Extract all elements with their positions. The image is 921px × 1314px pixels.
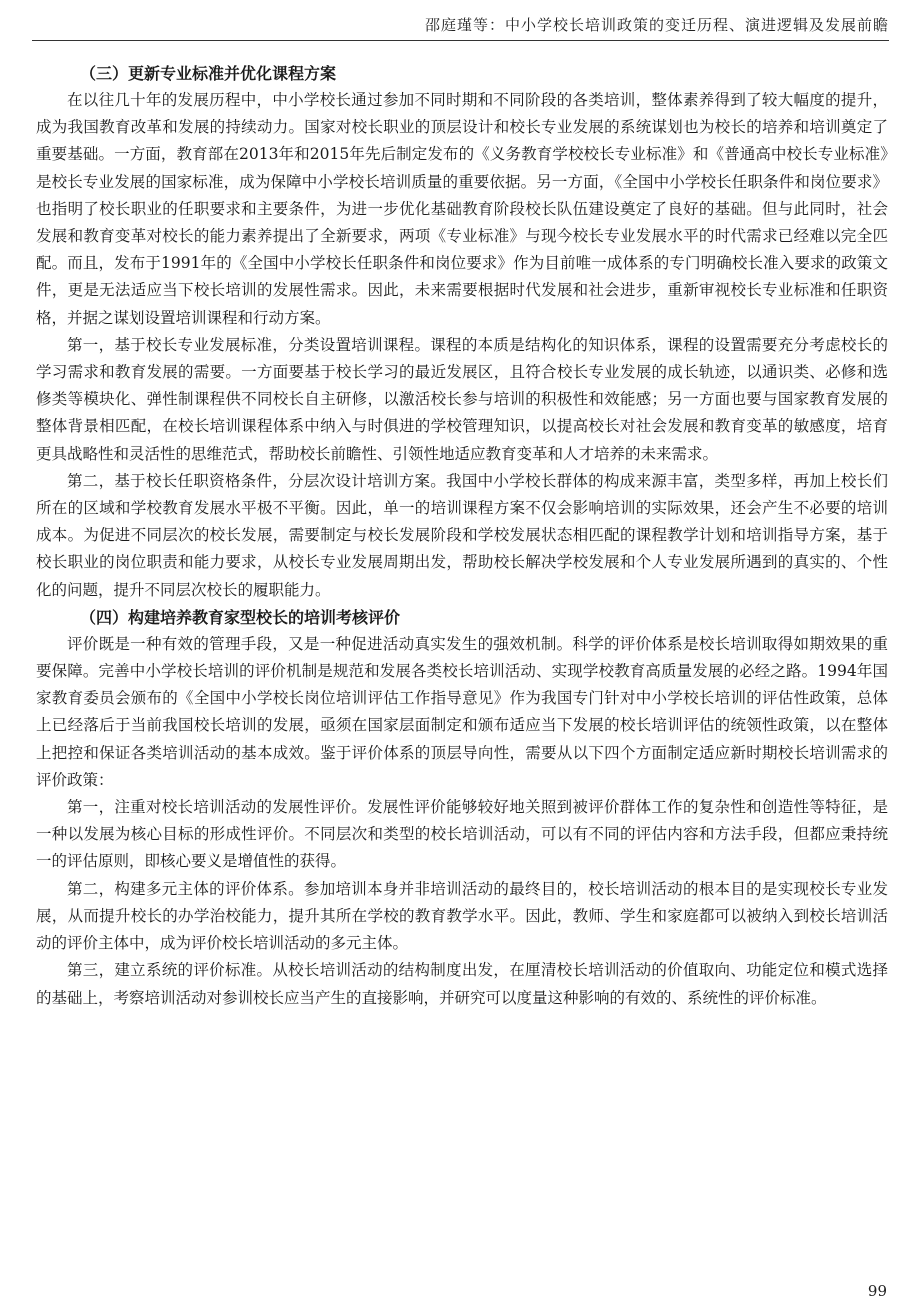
running-header: 邵庭瑾等：中小学校长培训政策的变迁历程、演进逻辑及发展前瞻 [424, 16, 889, 34]
paragraph: 第一，基于校长专业发展标准，分类设置培训课程。课程的本质是结构化的知识体系，课程的设置需要充分考虑校长的学习需求和教育发展的需要。一方面要基于校长学习的最近发展区，且符合校长专业发展的成长轨迹，以通识类、必修和选修类等模块化、弹性制课程供不同校长自主研修，以激活校长参与培训的积极性和效能感；另一方面也要与国家教育发展的整体背景相匹配，在校长培训课程体系中纳入与时俱进的学校管理知识，以提高校长对社会发展和教育变革的敏感度，培育更具战略性和灵活性的思维范式，帮助校长前瞻性、引领性地适应教育变革和人才培养的未来需求。 [36, 335, 888, 463]
header-divider [32, 40, 889, 41]
paragraph: 第二，基于校长任职资格条件，分层次设计培训方案。我国中小学校长群体的构成来源丰富，类型多样，再加上校长们所在的区域和学校教育发展水平极不平衡。因此，单一的培训课程方案不仅会影响培训的实际效果，还会产生不必要的培训成本。为促进不同层次的校长发展，需要制定与校长发展阶段和学校发展状态相匹配的课程教学计划和培训指导方案，基于校长职业的岗位职责和能力要求，从校长专业发展周期出发，帮助校长解决学校发展和个人专业发展所遇到的真实的、个性化的问题，提升不同层次校长的履职能力。 [36, 471, 888, 599]
paragraph: 在以往几十年的发展历程中，中小学校长通过参加不同时期和不同阶段的各类培训，整体素养得到了较大幅度的提升，成为我国教育改革和发展的持续动力。国家对校长职业的顶层设计和校长专业发展的系统谋划也为校长的培养和培训奠定了重要基础。一方面，教育部在2013年和2015年先后制定发布的《义务教育学校校长专业标准》和《普通高中校长专业标准》是校长专业发展的国家标准，成为保障中小学校长培训质量的重要依据。另一方面，《全国中小学校长任职条件和岗位要求》也指明了校长职业的任职要求和主要条件，为进一步优化基础教育阶段校长队伍建设奠定了良好的基础。但与此同时，社会发展和教育变革对校长的能力素养提出了全新要求，两项《专业标准》与现今校长专业发展水平的时代需求已经难以完全匹配。而且，发布于1991年的《全国中小学校长任职条件和岗位要求》作为目前唯一成体系的专门明确校长准入要求的政策文件，更是无法适应当下校长培训的发展性需求。因此，未来需要根据时代发展和社会进步，重新审视校长专业标准和任职资格，并据之谋划设置培训课程和行动方案。 [36, 91, 888, 327]
page-number: 99 [867, 1282, 887, 1300]
section-heading-4: （四）构建培养教育家型校长的培训考核评价 [80, 607, 401, 627]
paragraph: 第二，构建多元主体的评价体系。参加培训本身并非培训活动的最终目的，校长培训活动的根本目的是实现校长专业发展，从而提升校长的办学治校能力，提升其所在学校的教育教学水平。因此，教师、学生和家庭都可以被纳入到校长培训活动的评价主体中，成为评价校长培训活动的多元主体。 [36, 879, 888, 953]
paragraph: 第一，注重对校长培训活动的发展性评价。发展性评价能够较好地关照到被评价群体工作的复杂性和创造性等特征，是一种以发展为核心目标的形成性评价。不同层次和类型的校长培训活动，可以有不同的评估内容和方法手段，但都应秉持统一的评估原则，即核心要义是增值性的获得。 [36, 798, 888, 871]
article-body [36, 60, 888, 1012]
section-heading-3: （三）更新专业标准并优化课程方案 [80, 64, 337, 83]
paragraph: 第三，建立系统的评价标准。从校长培训活动的结构制度出发，在厘清校长培训活动的价值取向、功能定位和模式选择的基础上，考察培训活动对参训校长应当产生的直接影响，并研究可以度量这种影响的有效的、系统性的评价标准。 [36, 961, 888, 1007]
paragraph: 评价既是一种有效的管理手段，又是一种促进活动真实发生的强效机制。科学的评价体系是校长培训取得如期效果的重要保障。完善中小学校长培训的评价机制是规范和发展各类校长培训活动、实现学校教育高质量发展的必经之路。1994年国家教育委员会颁布的《全国中小学校长岗位培训评估工作指导意见》作为我国专门针对中小学校长培训的评估性政策，总体上已经落后于当前我国校长培训的发展，亟须在国家层面制定和颁布适应当下发展的校长培训评估的统领性政策，以在整体上把控和保证各类培训活动的基本成效。鉴于评价体系的顶层导向性，需要从以下四个方面制定适应新时期校长培训需求的评价政策： [36, 634, 888, 789]
